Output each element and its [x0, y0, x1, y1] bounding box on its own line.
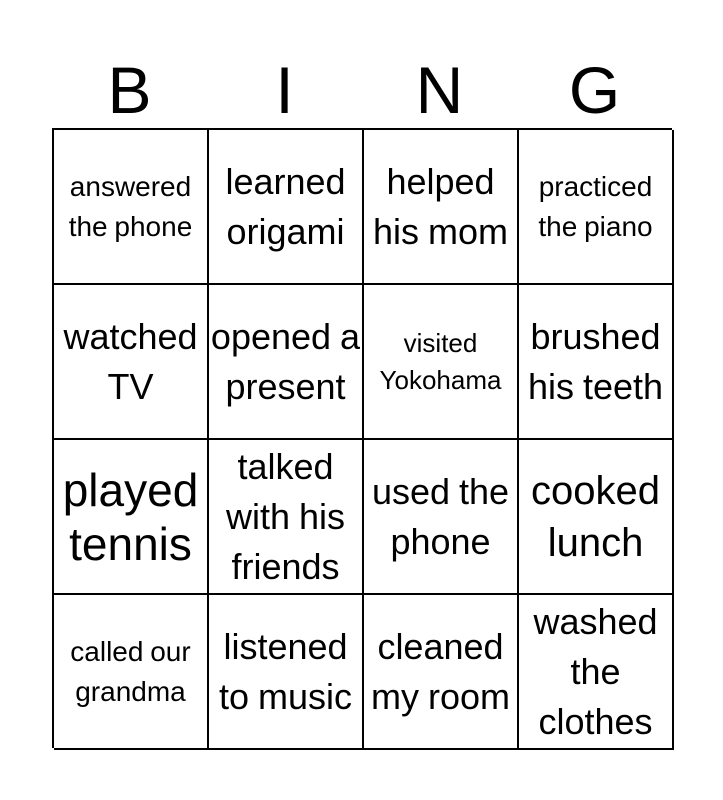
bingo-cell-r1c4[interactable] [519, 130, 674, 285]
bingo-header [52, 52, 672, 128]
bingo-cell-text: helped his mom [372, 160, 509, 252]
bingo-cell-text: cleaned my room [370, 625, 510, 717]
bingo-cell-text: answered the phone [68, 170, 193, 242]
header-letter-g: G [568, 53, 621, 127]
bingo-cell-text: brushed his teeth [527, 315, 664, 407]
bingo-cell-r4c2[interactable] [209, 595, 364, 750]
header-letter-n: N [415, 53, 464, 127]
bingo-cell-r3c3[interactable] [364, 440, 519, 595]
bingo-cell-text: played tennis [62, 463, 199, 570]
bingo-cell-text: used the phone [371, 470, 510, 562]
bingo-cell-r4c3[interactable] [364, 595, 519, 750]
bingo-cell-text: washed the clothes [533, 600, 658, 742]
bingo-cell-text: practiced the piano [538, 170, 653, 242]
bingo-cell-r1c3[interactable] [364, 130, 519, 285]
bingo-cell-r3c4[interactable] [519, 440, 674, 595]
bingo-cell-r2c3[interactable] [364, 285, 519, 440]
bingo-cell-text: watched TV [63, 315, 198, 407]
bingo-cell-r4c1[interactable] [54, 595, 209, 750]
bingo-cell-r2c4[interactable] [519, 285, 674, 440]
bingo-cell-r3c1[interactable] [54, 440, 209, 595]
bingo-cell-text: visited Yokohama [379, 327, 502, 395]
bingo-cell-text: called our grandma [70, 635, 191, 707]
bingo-cell-text: listened to music [218, 625, 353, 717]
bingo-cell-text: talked with his friends [225, 445, 346, 587]
header-letter-b: B [107, 53, 152, 127]
bingo-cell-r2c2[interactable] [209, 285, 364, 440]
bingo-cell-text: cooked lunch [531, 468, 660, 565]
header-letter-i: I [275, 53, 294, 127]
bingo-cell-text: learned origami [225, 160, 346, 252]
bingo-cell-r1c1[interactable] [54, 130, 209, 285]
bingo-cell-r3c2[interactable] [209, 440, 364, 595]
bingo-cell-r1c2[interactable] [209, 130, 364, 285]
bingo-cell-text: opened a present [210, 315, 361, 407]
bingo-board [52, 128, 672, 748]
bingo-cell-r2c1[interactable] [54, 285, 209, 440]
bingo-cell-r4c4[interactable] [519, 595, 674, 750]
